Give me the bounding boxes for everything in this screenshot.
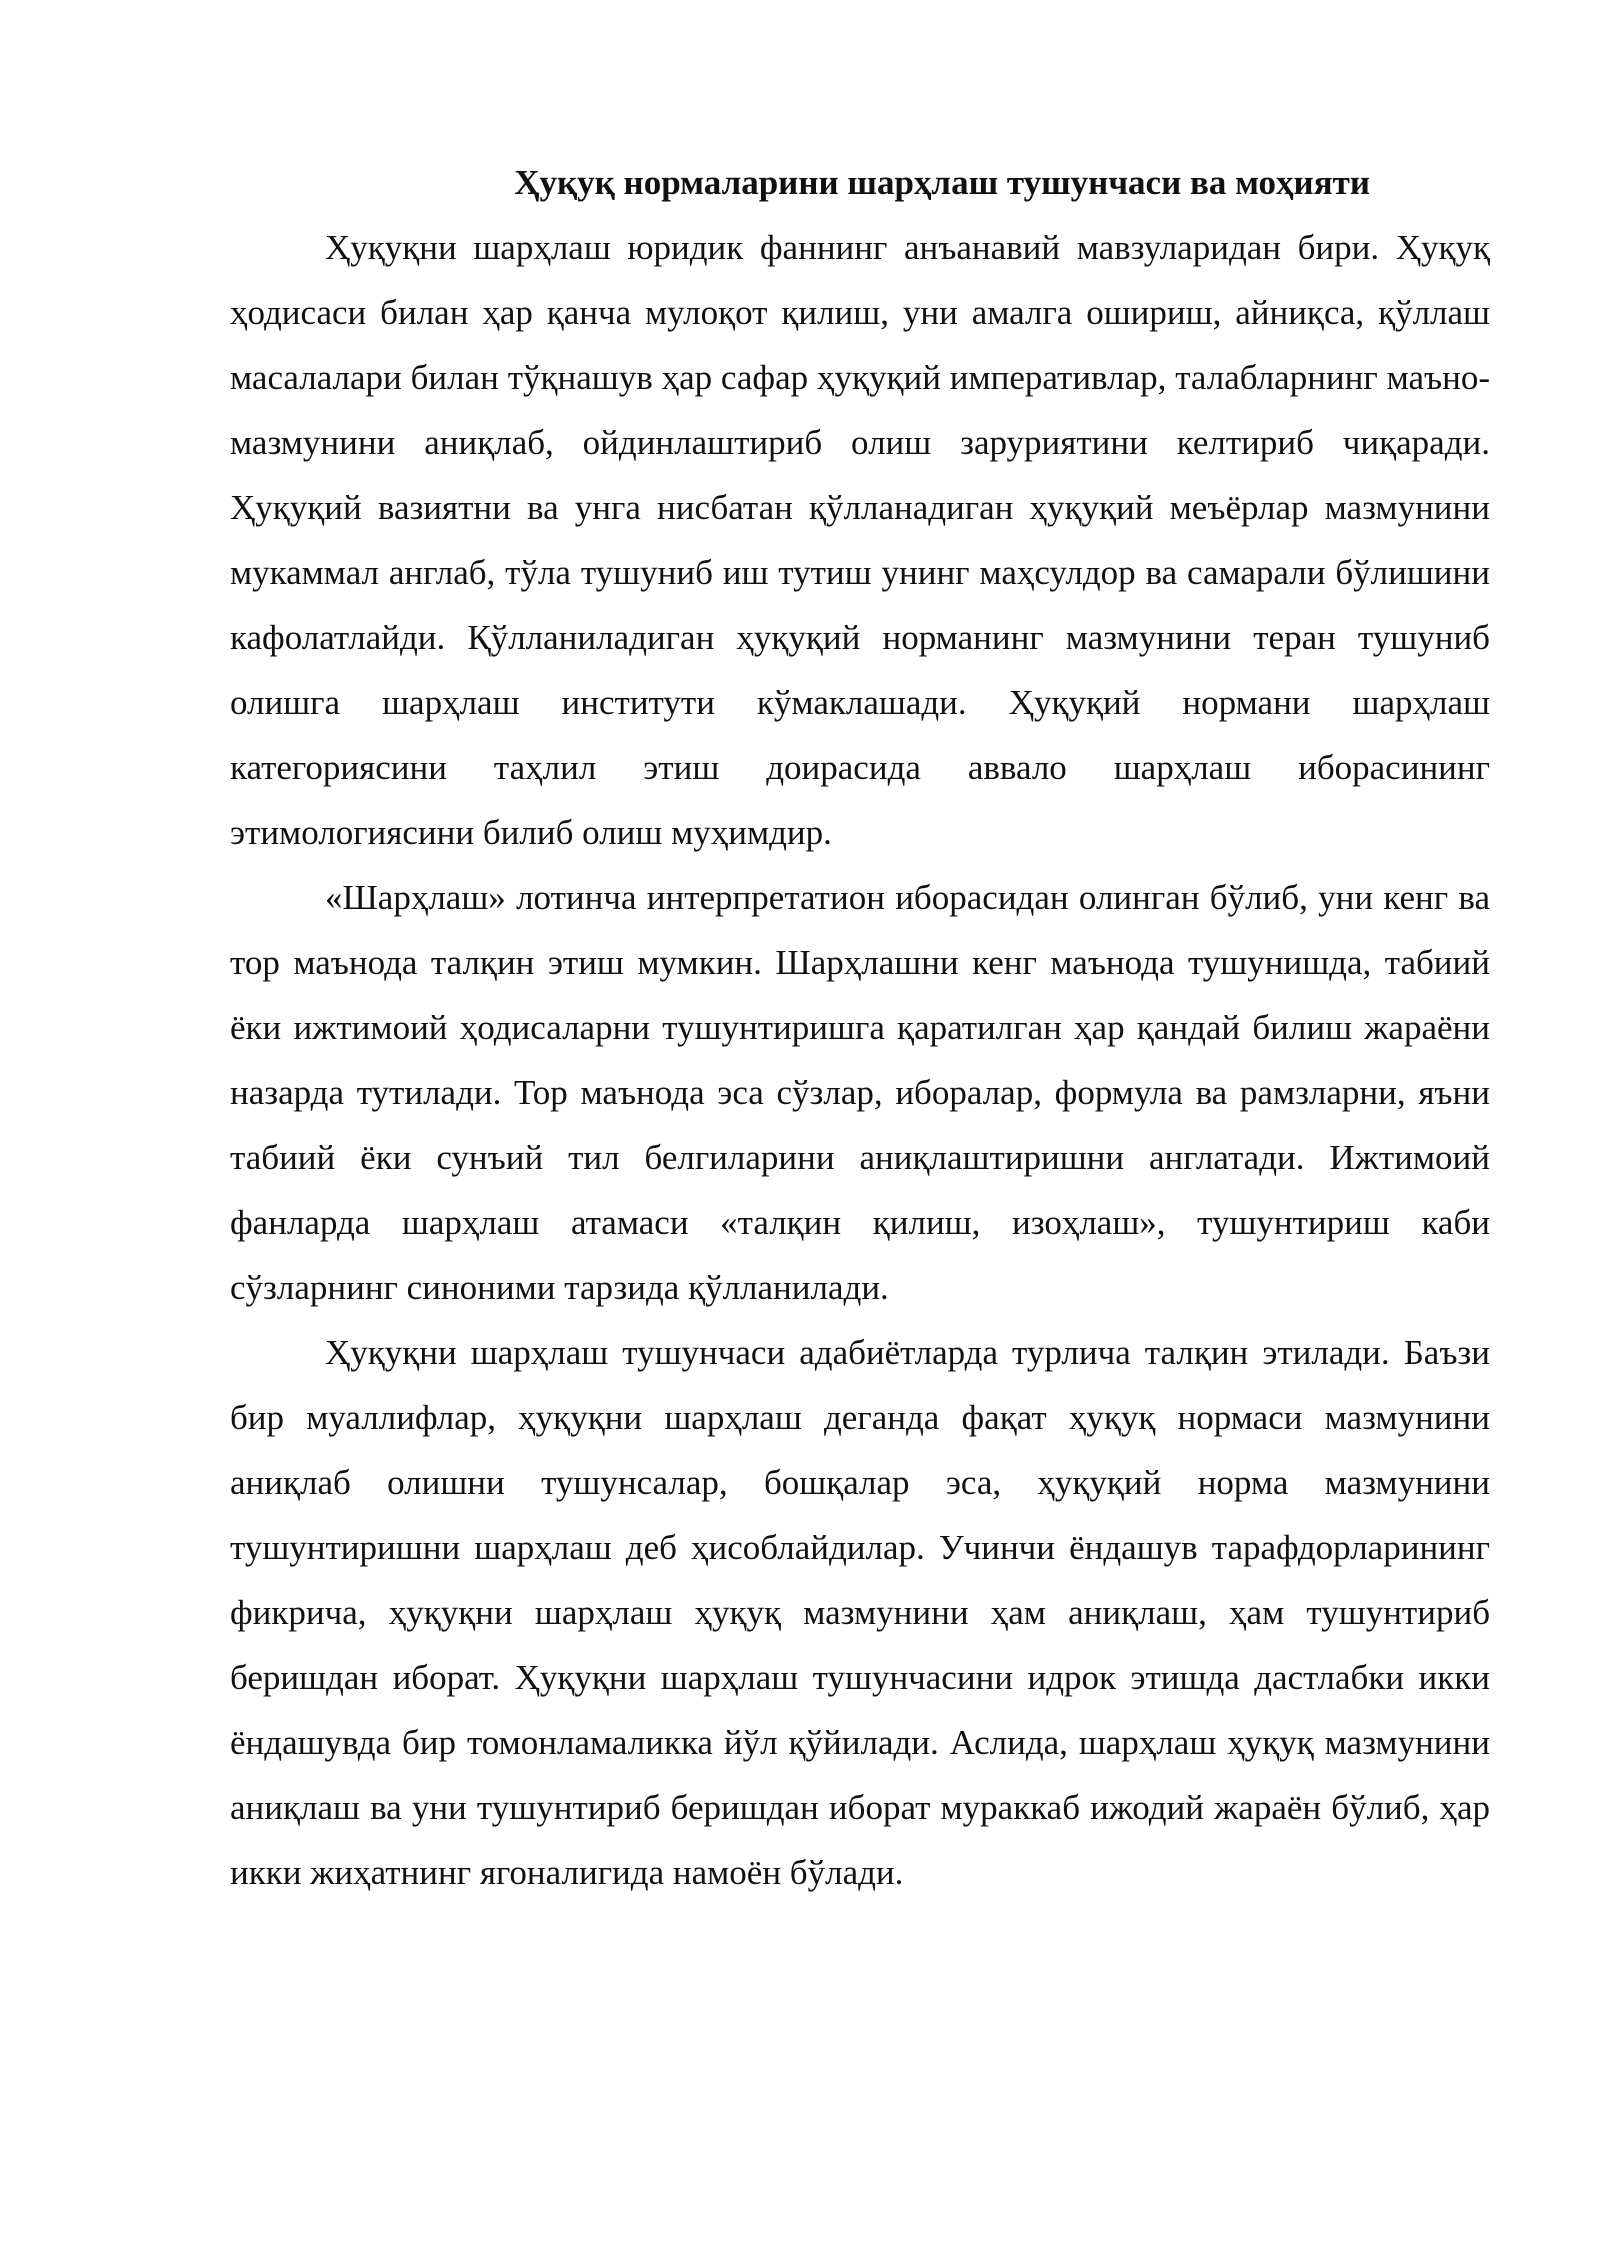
document-title: Ҳуқуқ нормаларини шарҳлаш тушунчаси ва моҳияти: [514, 163, 1370, 202]
document-body: [230, 150, 1490, 1905]
paragraph-1: Ҳуқуқни шарҳлаш юридик фаннинг анъанавий мавзуларидан бири. Ҳуқуқ ҳодисаси билан ҳар қанча мулоқот қилиш, уни амалга ошириш, айниқса, қўллаш масалалари билан тўқнашув ҳар сафар ҳуқуқий императивлар, талабларнинг маъно-мазмунини аниқлаб, ойдинлаштириб олиш заруриятини келтириб чиқаради. Ҳуқуқий вазиятни ва унга нисбатан қўлланадиган ҳуқуқий меъёрлар мазмунини мукаммал англаб, тўла тушуниб иш тутиш унинг маҳсулдор ва самарали бўлишини кафолатлайди. Қўлланиладиган ҳуқуқий норманинг мазмунини теран тушуниб олишга шарҳлаш институти кўмаклашади. Ҳуқуқий нормани шарҳлаш категориясини таҳлил этиш доирасида аввало шарҳлаш иборасининг этимологиясини билиб олиш муҳимдир.: [230, 228, 1490, 852]
paragraph-2: «Шарҳлаш» лотинча интерпретатион иборасидан олинган бўлиб, уни кенг ва тор маънода талқин этиш мумкин. Шарҳлашни кенг маънода тушунишда, табиий ёки ижтимоий ҳодисаларни тушунтиришга қаратилган ҳар қандай билиш жараёни назарда тутилади. Тор маънода эса сўзлар, иборалар, формула ва рамзларни, яъни табиий ёки сунъий тил белгиларини аниқлаштиришни англатади. Ижтимоий фанларда шарҳлаш атамаси «талқин қилиш, изоҳлаш», тушунтириш каби сўзларнинг синоними тарзида қўлланилади.: [230, 878, 1490, 1307]
paragraph-3: Ҳуқуқни шарҳлаш тушунчаси адабиётларда турлича талқин этилади. Баъзи бир муаллифлар, ҳуқуқни шарҳлаш деганда фақат ҳуқуқ нормаси мазмунини аниқлаб олишни тушунсалар, бошқалар эса, ҳуқуқий норма мазмунини тушунтиришни шарҳлаш деб ҳисоблайдилар. Учинчи ёндашув тарафдорларининг фикрича, ҳуқуқни шарҳлаш ҳуқуқ мазмунини ҳам аниқлаш, ҳам тушунтириб беришдан иборат. Ҳуқуқни шарҳлаш тушунчасини идрок этишда дастлабки икки ёндашувда бир томонламаликка йўл қўйилади. Аслида, шарҳлаш ҳуқуқ мазмунини аниқлаш ва уни тушунтириб беришдан иборат мураккаб ижодий жараён бўлиб, ҳар икки жиҳатнинг ягоналигида намоён бўлади.: [230, 1333, 1490, 1892]
